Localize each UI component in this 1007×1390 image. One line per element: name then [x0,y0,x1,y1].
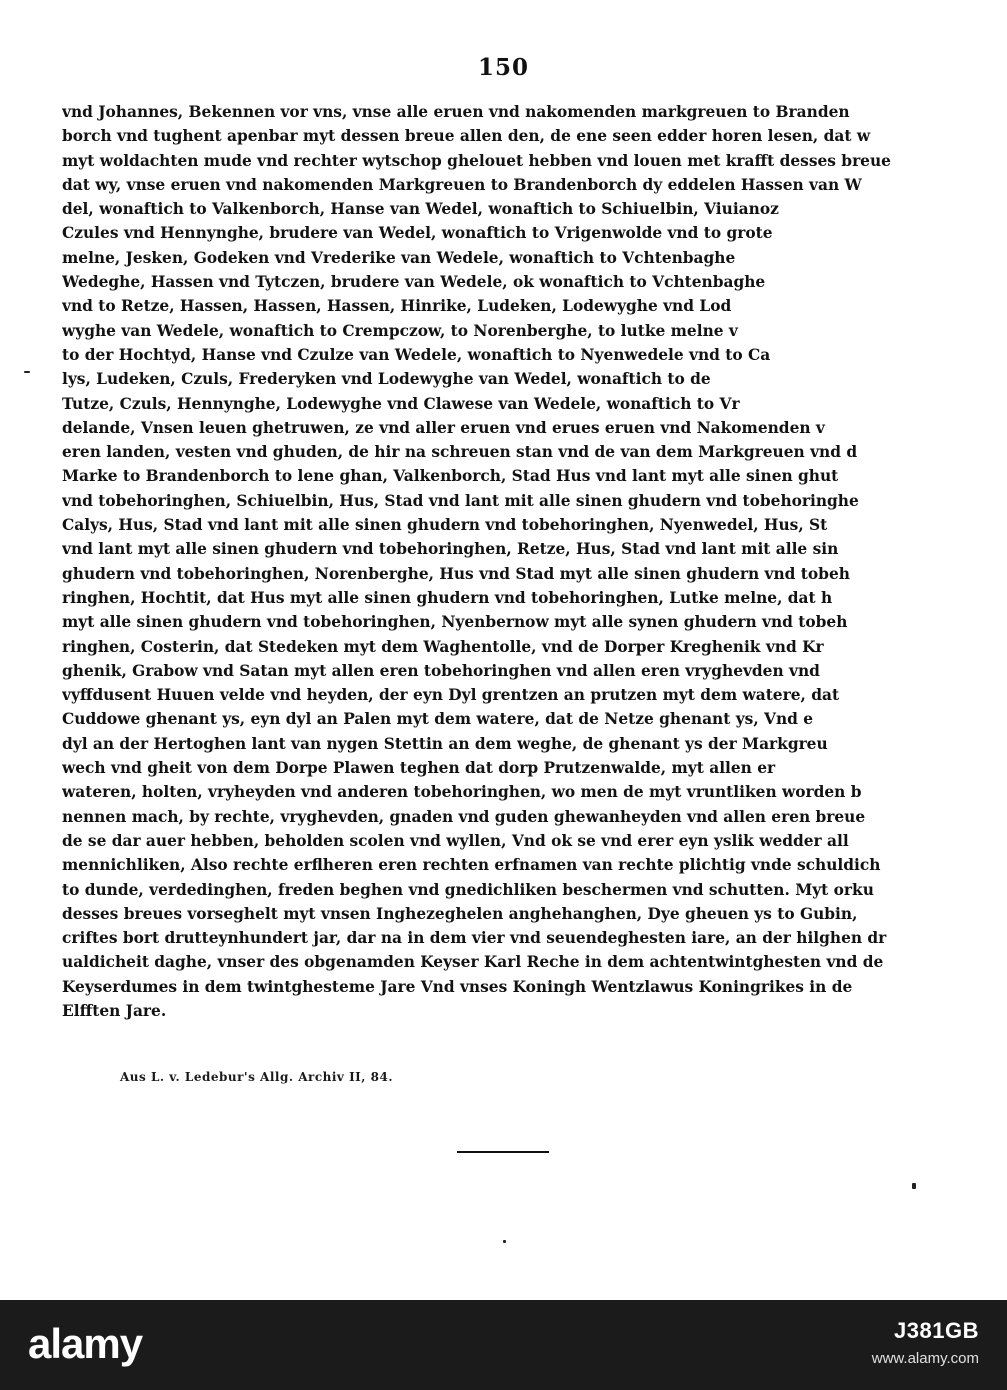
text-line: to der Hochtyd, Hanse vnd Czulze van Wedele, wonaftich to Nyenwedele vnd to Ca [62,345,771,364]
site-url: www.alamy.com [871,1350,979,1367]
text-line: dyl an der Hertoghen lant van nygen Stettin an dem weghe, de ghenant ys der Markgreu [62,734,828,753]
text-line: ringhen, Hochtit, dat Hus myt alle sinen ghudern vnd tobehoringhen, Lutke melne, dat h [62,588,833,607]
document-body [62,100,962,1023]
section-divider [457,1151,549,1153]
scan-speck [912,1183,916,1189]
text-line: mennichliken, Also rechte erflheren eren rechten erfnamen van rechte plichtig vnde schuldich [62,856,881,875]
source-note: Aus L. v. Ledebur's Allg. Archiv II, 84. [120,1070,394,1084]
text-line: vnd tobehoringhen, Schiuelbin, Hus, Stad vnd lant mit alle sinen ghudern vnd tobehoringhe [62,491,859,510]
text-line: criftes bort drutteynhundert jar, dar na in dem vier vnd seuendeghesten iare, an der hilghen dr [62,929,887,948]
text-line: wateren, holten, vryheyden vnd anderen tobehoringhen, wo men de myt vruntliken worden b [62,783,862,802]
text-line: vyffdusent Huuen velde vnd heyden, der eyn Dyl grentzen an prutzen myt dem watere, dat [62,686,840,705]
text-line: eren landen, vesten vnd ghuden, de hir na schreuen stan vnd de van dem Markgreuen vnd d [62,443,858,462]
text-line: Elfften Jare. [62,1001,167,1020]
text-line: Marke to Brandenborch to lene ghan, Valkenborch, Stad Hus vnd lant myt alle sinen ghut [62,467,839,486]
text-line: Czules vnd Hennynghe, brudere van Wedel, wonaftich to Vrigenwolde vnd to grote [62,224,773,243]
text-line: vnd lant myt alle sinen ghudern vnd tobehoringhen, Retze, Hus, Stad vnd lant mit alle sin [62,540,839,559]
text-line: vnd to Retze, Hassen, Hassen, Hassen, Hinrike, Ludeken, Lodewyghe vnd Lod [62,297,732,316]
text-line: delande, Vnsen leuen ghetruwen, ze vnd aller eruen vnd erues eruen vnd Nakomenden v [62,418,825,437]
text-line: lys, Ludeken, Czuls, Frederyken vnd Lodewyghe van Wedel, wonaftich to de [62,370,711,389]
text-line: to dunde, verdedinghen, freden beghen vnd gnedichliken beschermen vnd schutten. Myt orku [62,880,874,899]
text-line: myt alle sinen ghudern vnd tobehoringhen, Nyenbernow myt alle synen ghudern vnd tobeh [62,613,848,632]
text-line: wech vnd gheit von dem Dorpe Plawen teghen dat dorp Prutzenwalde, myt allen er [62,759,776,778]
scan-speck [503,1240,506,1243]
text-line: wyghe van Wedele, wonaftich to Crempczow, to Norenberghe, to lutke melne v [62,321,738,340]
text-line: ringhen, Costerin, dat Stedeken myt dem Waghentolle, vnd de Dorper Kreghenik vnd Kr [62,637,824,656]
text-line: vnd Johannes, Bekennen vor vns, vnse alle eruen vnd nakomenden markgreuen to Branden [62,103,850,121]
text-line: Wedeghe, Hassen vnd Tytczen, brudere van Wedele, ok wonaftich to Vchtenbaghe [62,273,766,292]
text-line: ghudern vnd tobehoringhen, Norenberghe, Hus vnd Stad myt alle sinen ghudern vnd tobeh [62,564,850,583]
watermark-info [872,1318,979,1367]
text-line: Tutze, Czuls, Hennynghe, Lodewyghe vnd Clawese van Wedele, wonaftich to Vr [62,394,740,413]
page-number: 150 [477,54,529,81]
text-line: dat wy, vnse eruen vnd nakomenden Markgreuen to Brandenborch dy eddelen Hassen van W [62,175,862,194]
watermark-footer [0,1300,1007,1390]
text-line: Cuddowe ghenant ys, eyn dyl an Palen myt dem watere, dat de Netze ghenant ys, Vnd e [62,710,814,729]
text-line: desses breues vorseghelt myt vnsen Inghezeghelen anghehanghen, Dye gheuen ys to Gubin, [62,904,858,923]
text-line: ghenik, Grabow vnd Satan myt allen eren tobehoringhen vnd allen eren vryghevden vnd [62,661,820,680]
alamy-logo: alamy [28,1320,143,1367]
text-line: Keyserdumes in dem twintghesteme Jare Vnd vnses Koningh Wentzlawus Koningrikes in de [62,977,853,996]
text-line: ualdicheit daghe, vnser des obgenamden Keyser Karl Reche in dem achtentwintghesten vnd de [62,953,884,972]
margin-speck [24,371,30,373]
image-id: J381GB [894,1318,979,1343]
text-line: borch vnd tughent apenbar myt dessen breue allen den, de ene seen edder horen lesen, dat w [62,127,871,146]
text-line: de se dar auer hebben, beholden scolen vnd wyllen, Vnd ok se vnd erer eyn yslik wedder all [62,831,849,850]
text-line: del, wonaftich to Valkenborch, Hanse van Wedel, wonaftich to Schiuelbin, Viuianoz [62,200,779,219]
text-line: nennen mach, by rechte, vryghevden, gnaden vnd guden ghewanheyden vnd allen eren breue [62,807,866,826]
text-line: Calys, Hus, Stad vnd lant mit alle sinen ghudern vnd tobehoringhen, Nyenwedel, Hus, St [62,516,828,535]
text-line: melne, Jesken, Godeken vnd Vrederike van Wedele, wonaftich to Vchtenbaghe [62,248,736,267]
text-line: myt woldachten mude vnd rechter wytschop ghelouet hebben vnd louen met krafft desses breue [62,151,891,170]
